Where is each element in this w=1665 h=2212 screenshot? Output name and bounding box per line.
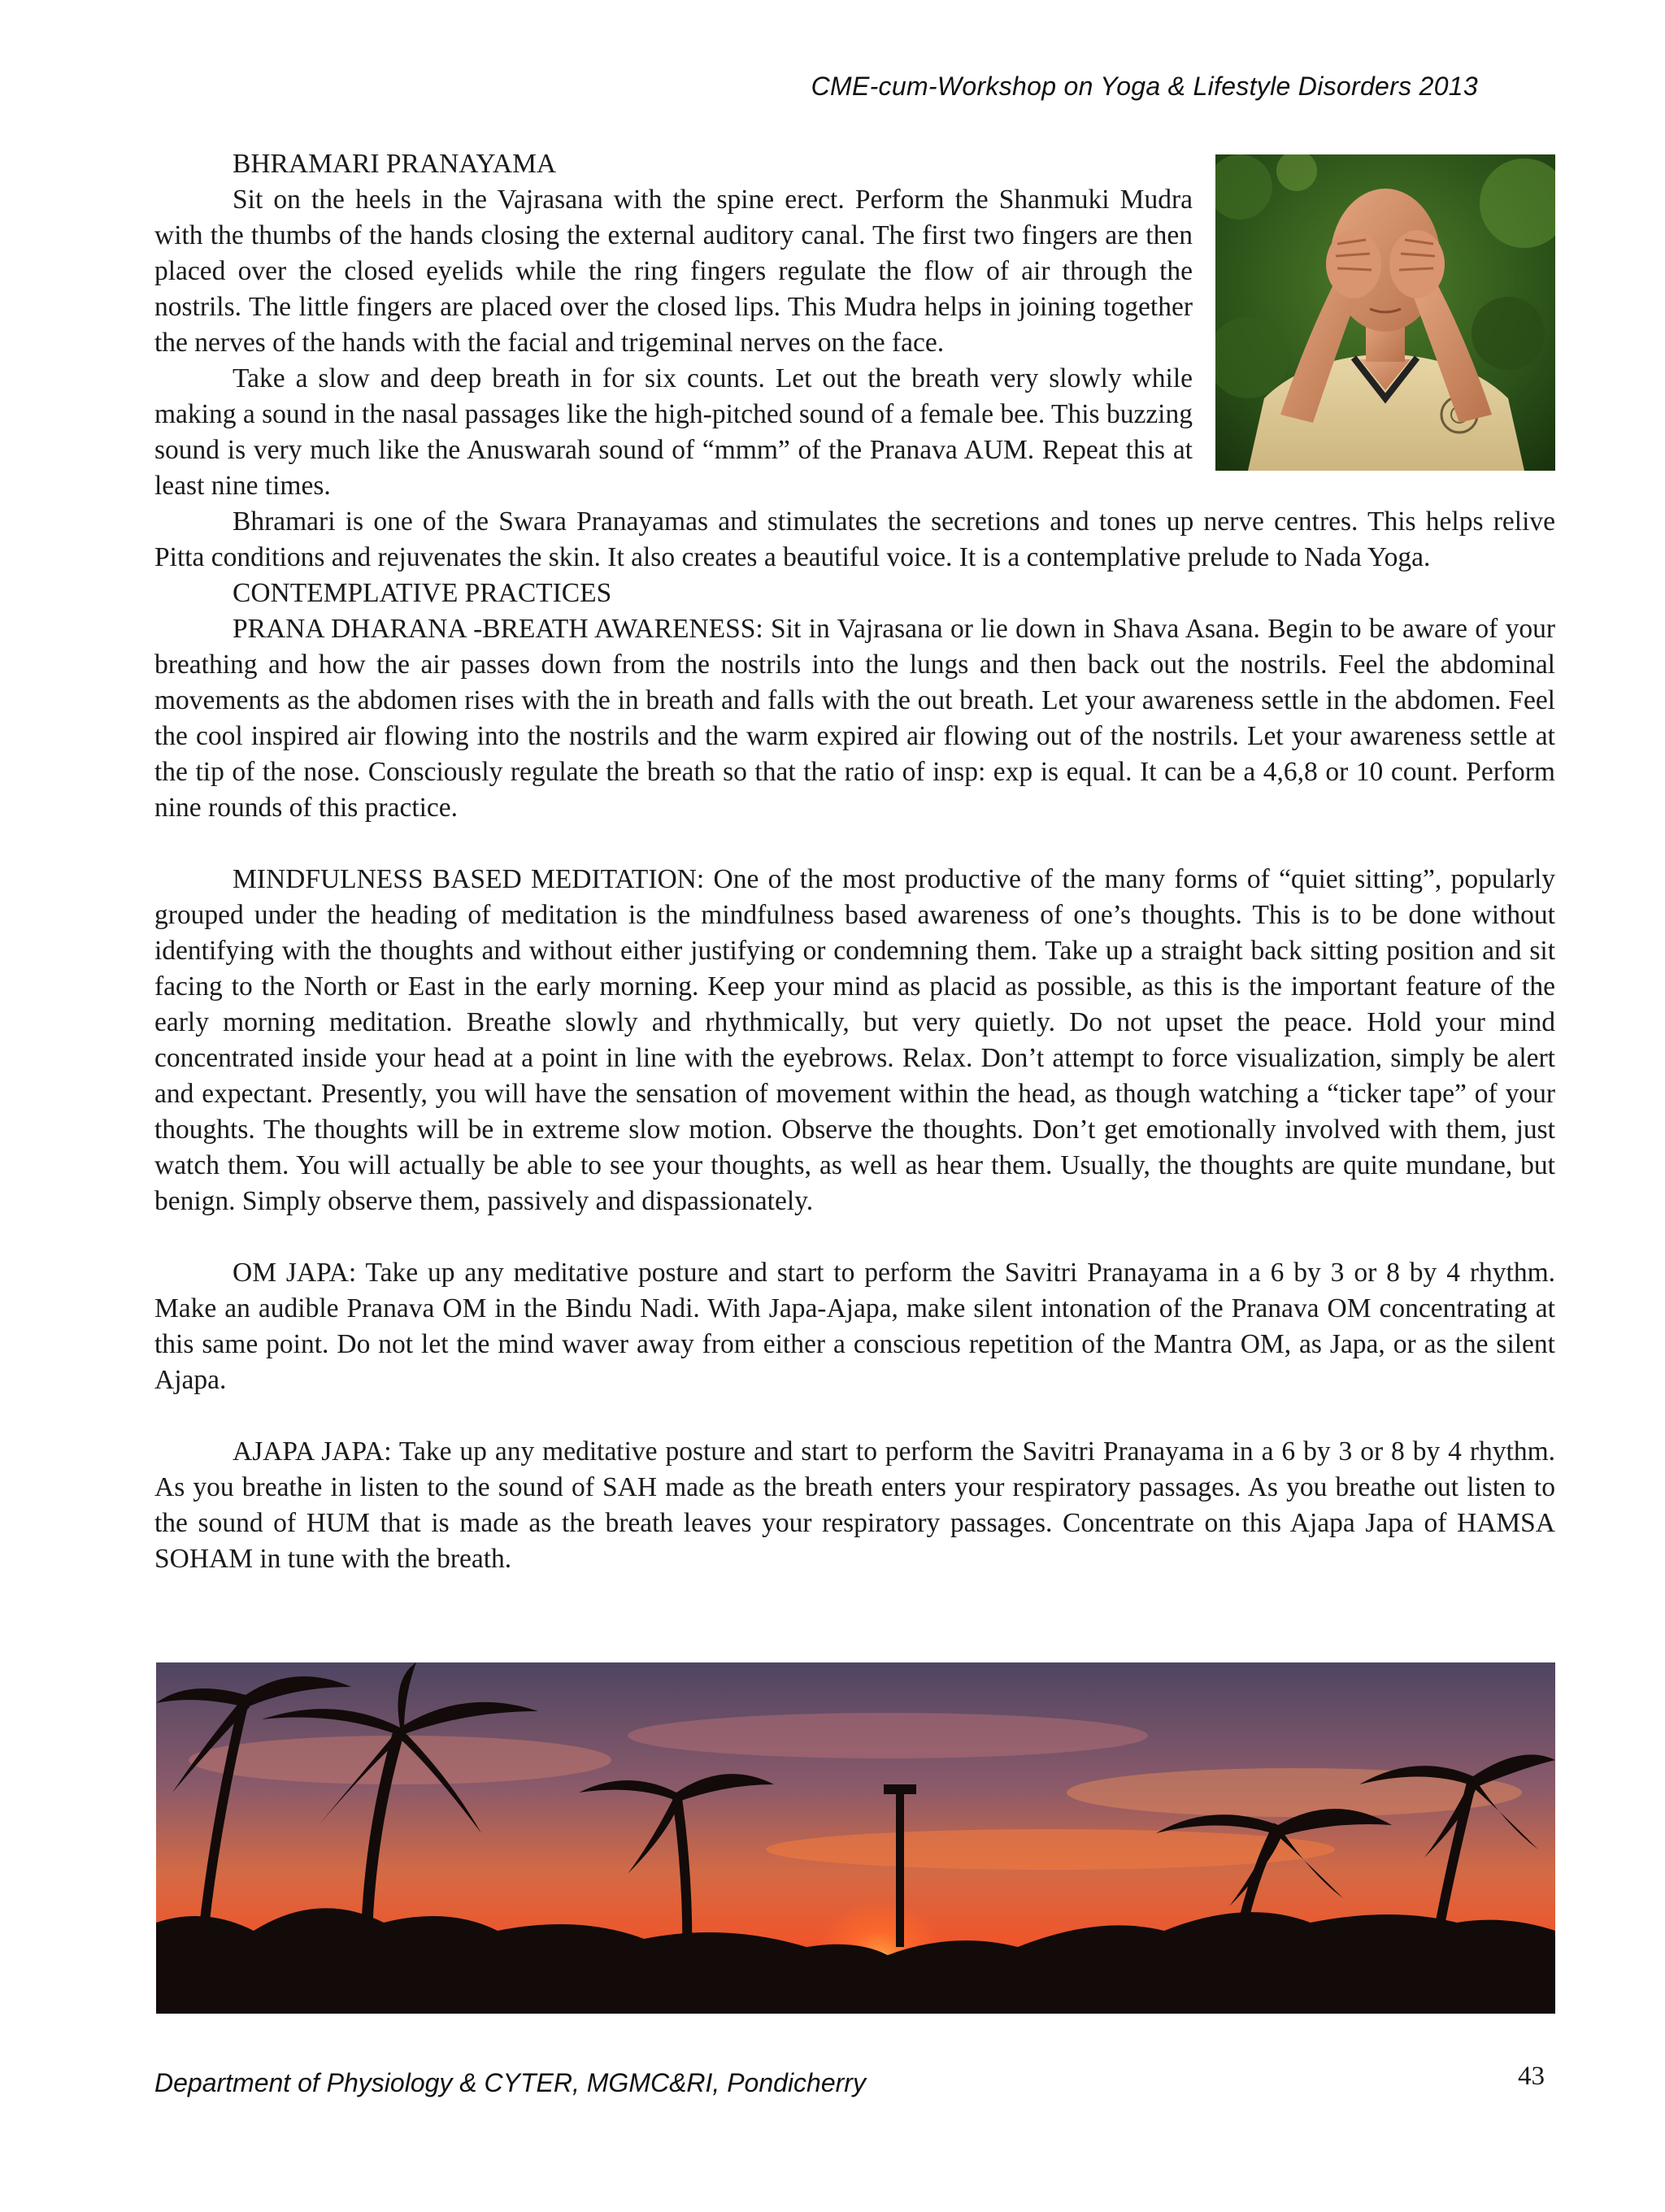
body-text [154, 146, 1555, 1577]
bhramari-paragraph-1: Sit on the heels in the Vajrasana with the spine erect. Perform the Shanmuki Mudra with the thumbs of the hands closing the external auditory canal. The first two fingers are then placed over the closed eyelids while the ring fingers regulate the flow of air through the nostrils. The little fingers are placed over the closed lips. This Mudra helps in joining together the nerves of the hands with the facial and trigeminal nerves on the face. [154, 185, 1193, 358]
page-number: 43 [1518, 2062, 1545, 2091]
sunset-palms-photo [156, 1662, 1555, 2014]
prana-dharana-paragraph: PRANA DHARANA -BREATH AWARENESS: Sit in Vajrasana or lie down in Shava Asana. Begin to be aware of your breathing and how the air passes down from the nostrils into the lungs and then back out the nostrils. Feel the abdominal movements as the abdomen rises with the in breath and falls with the out breath. Let your awareness settle in the abdomen. Feel the cool inspired air flowing into the nostrils and the warm expired air flowing out of the nostrils. Let your awareness settle at the tip of the nose. Consciously regulate the breath so that the ratio of insp: exp is equal. It can be a 4,6,8 or 10 count. Perform nine rounds of this practice. [154, 614, 1555, 823]
ajapa-japa-paragraph: AJAPA JAPA: Take up any meditative posture and start to perform the Savitri Pranayama in a 6 by 3 or 8 by 4 rhythm. As you breathe in listen to the sound of SAH made as the breath enters your respiratory passages. As you breathe out listen to the sound of HUM that is made as the breath leaves your respiratory passages. Concentrate on this Ajapa Japa of HAMSA SOHAM in tune with the breath. [154, 1436, 1555, 1574]
running-footer: Department of Physiology & CYTER, MGMC&RI, Pondicherry [154, 2068, 866, 2097]
bhramari-paragraph-3: Bhramari is one of the Swara Pranayamas and stimulates the secretions and tones up nerve centres. This helps relive Pitta conditions and rejuvenates the skin. It also creates a beautiful voice. It is a contemplative prelude to Nada Yoga. [154, 506, 1555, 572]
section-heading-contemplative: CONTEMPLATIVE PRACTICES [233, 578, 612, 608]
running-header: CME-cum-Workshop on Yoga & Lifestyle Disorders 2013 [811, 72, 1478, 101]
paragraph-gap [154, 1398, 1555, 1434]
section-heading-bhramari: BHRAMARI PRANAYAMA [233, 149, 557, 179]
om-japa-paragraph: OM JAPA: Take up any meditative posture and start to perform the Savitri Pranayama in a 6 by 3 or 8 by 4 rhythm. Make an audible Pranava OM in the Bindu Nadi. With Japa-Ajapa, make silent intonation of the Pranava OM concentrating at this same point. Do not let the mind waver away from either a conscious repetition of the Mantra OM, as Japa, or as the silent Ajapa. [154, 1258, 1555, 1395]
paragraph-gap [154, 1219, 1555, 1255]
shanmuki-mudra-photo [1215, 154, 1555, 471]
bhramari-paragraph-2: Take a slow and deep breath in for six counts. Let out the breath very slowly while making a sound in the nasal passages like the high-pitched sound of a female bee. This buzzing sound is very much like the Anuswarah sound of “mmm” of the Pranava AUM. Repeat this at least nine times. [154, 363, 1193, 501]
paragraph-gap [154, 826, 1555, 862]
mindfulness-paragraph: MINDFULNESS BASED MEDITATION: One of the most productive of the many forms of “quiet sitting”, popularly grouped under the heading of meditation is the mindfulness based awareness of one’s thoughts. This is to be done without identifying with the thoughts and without either justifying or condemning them. Take up a straight back sitting position and sit facing to the North or East in the early morning. Keep your mind as placid as possible, as this is the important feature of the early morning meditation. Breathe slowly and rhythmically, but very quietly. Do not upset the peace. Hold your mind concentrated inside your head at a point in line with the eyebrows. Relax. Don’t attempt to force visualization, simply be alert and expectant. Presently, you will have the sensation of movement within the head, as though watching a “ticker tape” of your thoughts. The thoughts will be in extreme slow motion. Observe the thoughts. Don’t get emotionally involved with them, just watch them. You will actually be able to see your thoughts, as well as hear them. Usually, the thoughts are quite mundane, but benign. Simply observe them, passively and dispassionately. [154, 864, 1555, 1216]
